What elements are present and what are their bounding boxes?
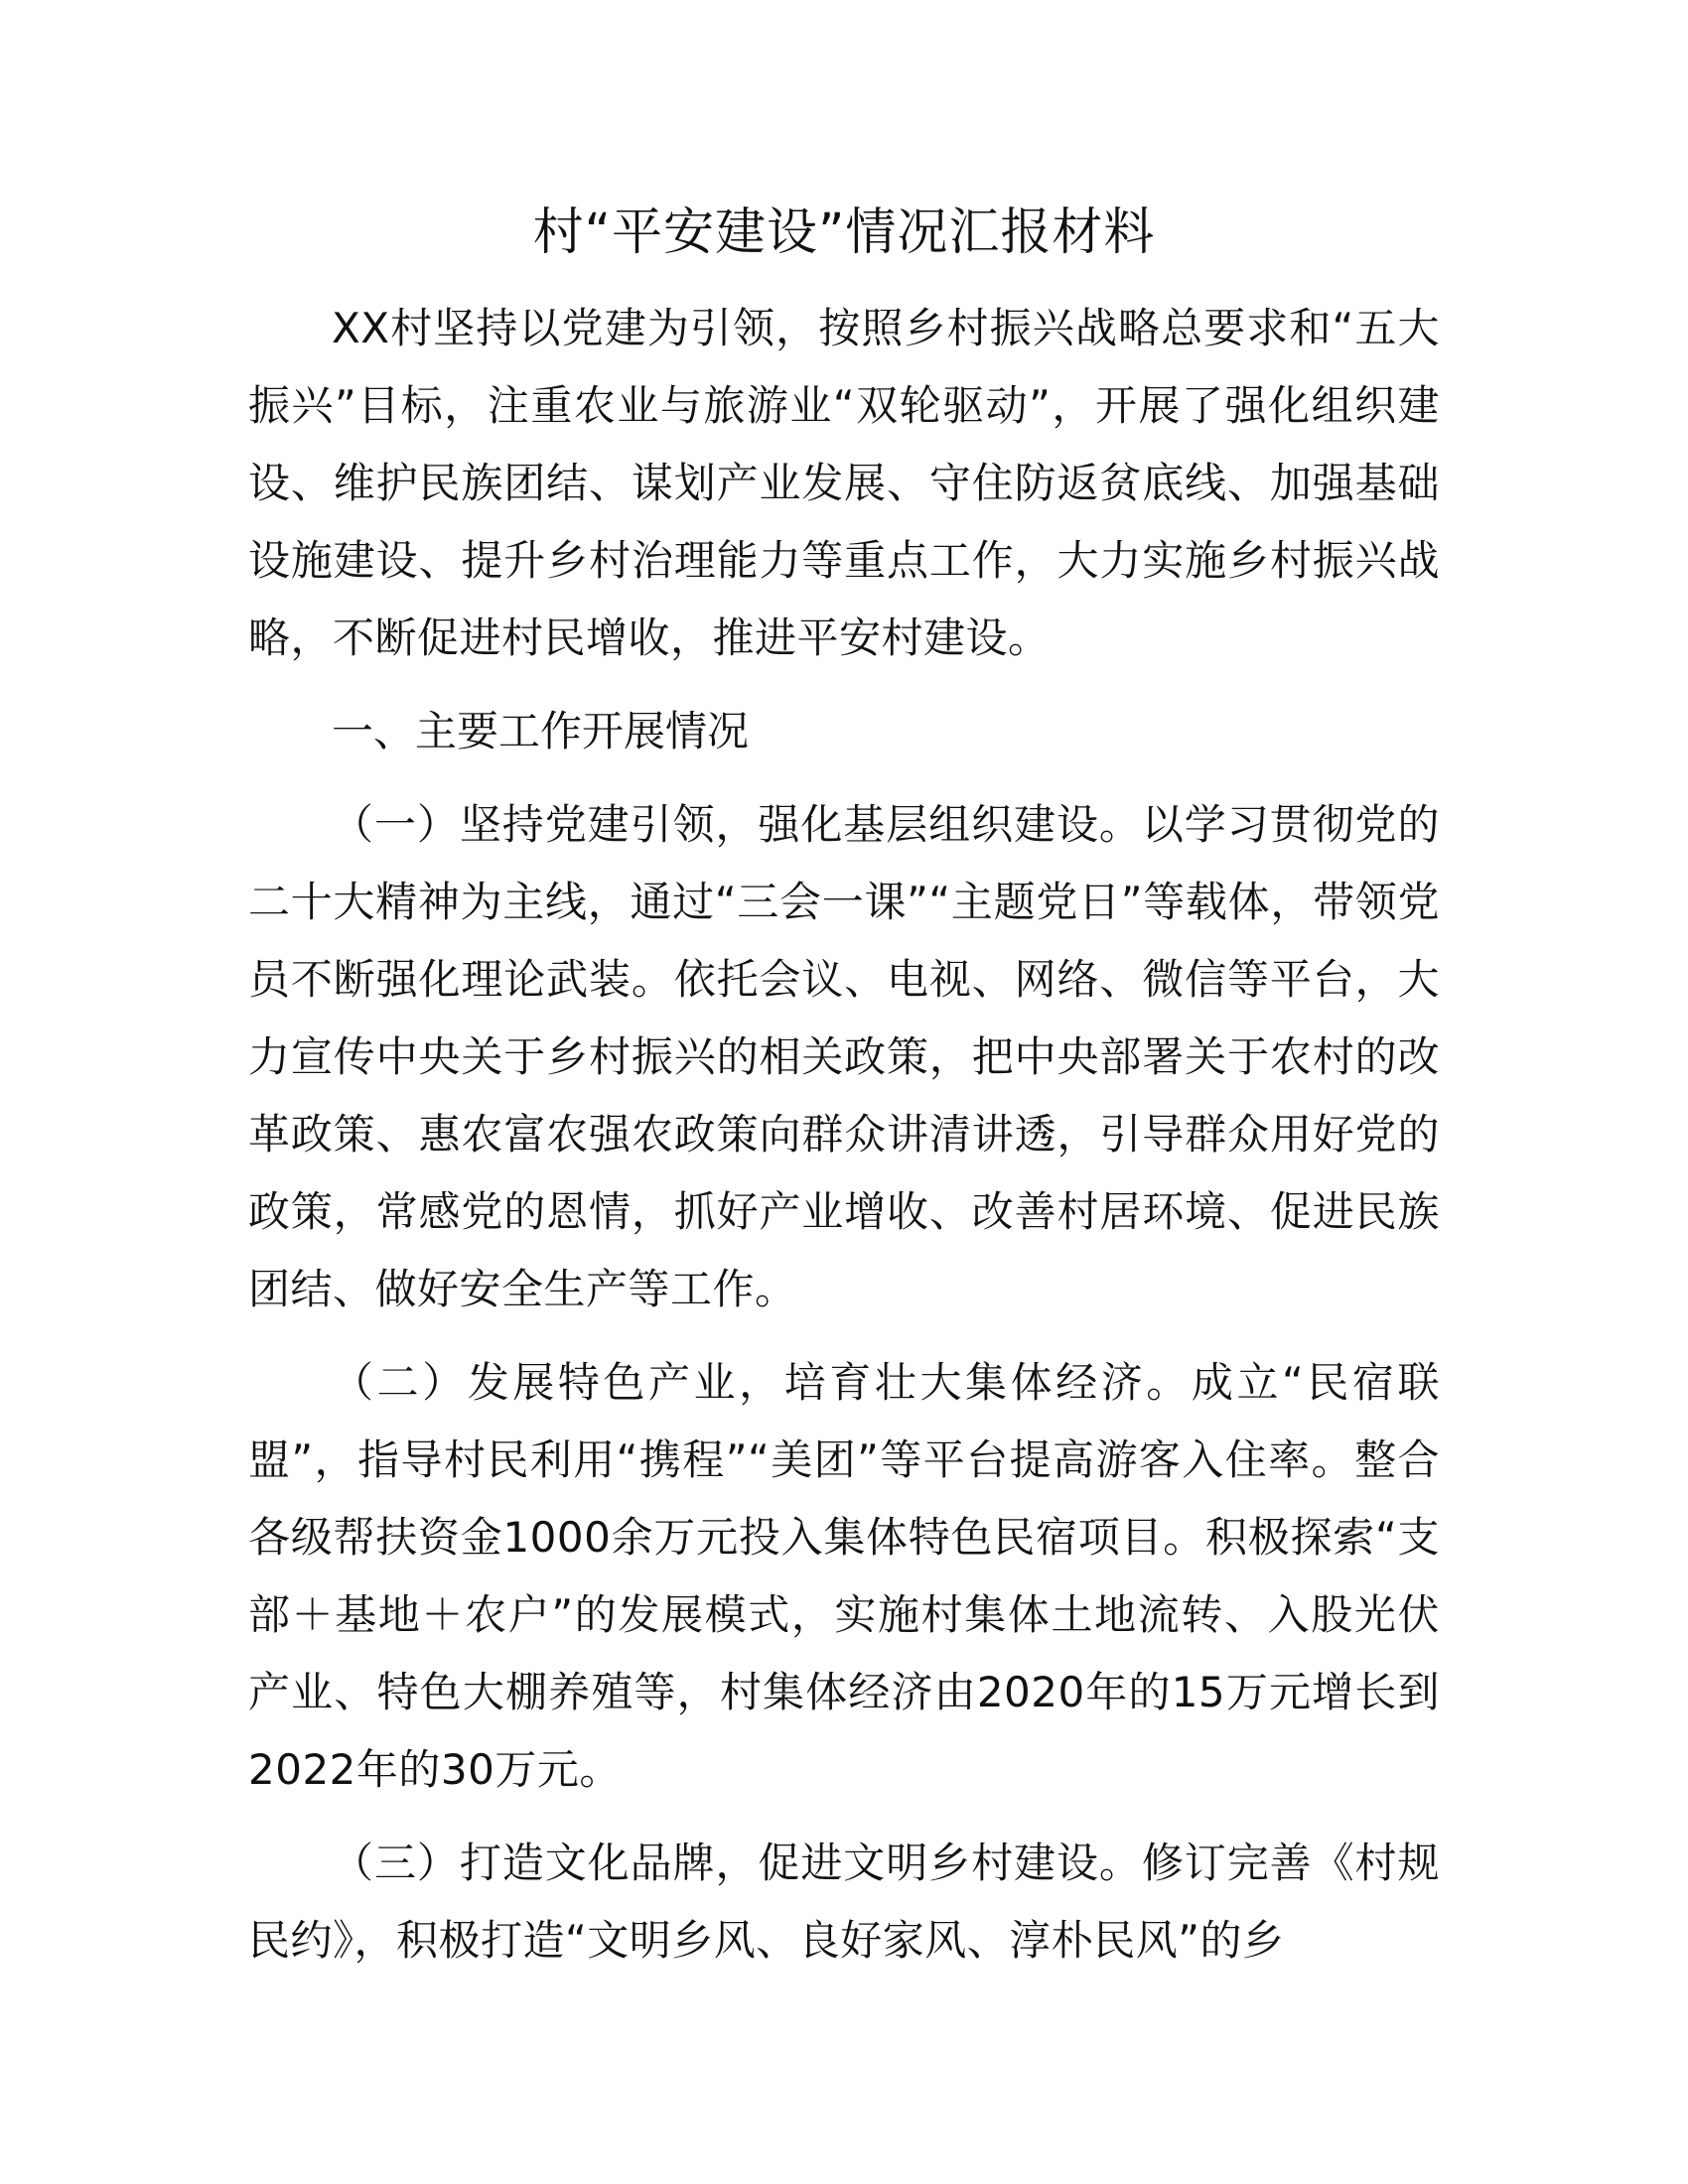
paragraph-culture: （三）打造文化品牌，促进文明乡村建设。修订完善《村规民约》，积极打造“文明乡风、良好家风、淳朴民风”的乡 — [248, 1839, 1440, 1965]
paragraph-industry: （二）发展特色产业，培育壮大集体经济。成立“民宿联盟”，指导村民利用“携程”“美团”等平台提高游客入住率。整合各级帮扶资金1000余万元投入集体特色民宿项目。积极探索“支部＋基地＋农户”的发展模式，实施村集体土地流转、入股光伏产业、特色大棚养殖等，村集体经济由2020年的15万元增长到2022年的30万元。 — [248, 1358, 1440, 1794]
document-body — [248, 189, 1440, 1995]
intro-paragraph: XX村坚持以党建为引领，按照乡村振兴战略总要求和“五大振兴”目标，注重农业与旅游业“双轮驱动”，开展了强化组织建设、维护民族团结、谋划产业发展、守住防返贫底线、加强基础设施建设、提升乡村治理能力等重点工作，大力实施乡村振兴战略，不断促进村民增收，推进平安村建设。 — [248, 304, 1440, 662]
document-title: 村“平安建设”情况汇报材料 — [532, 204, 1156, 262]
paragraph-party-building: （一）坚持党建引领，强化基层组织建设。以学习贯彻党的二十大精神为主线，通过“三会一课”“主题党日”等载体，带领党员不断强化理论武装。依托会议、电视、网络、微信等平台，大力宣传中央关于乡村振兴的相关政策，把中央部署关于农村的改革政策、惠农富农强农政策向群众讲清讲透，引导群众用好党的政策，常感党的恩情，抓好产业增收、改善村居环境、促进民族团结、做好安全生产等工作。 — [248, 800, 1440, 1313]
section-heading: 一、主要工作开展情况 — [332, 707, 750, 755]
